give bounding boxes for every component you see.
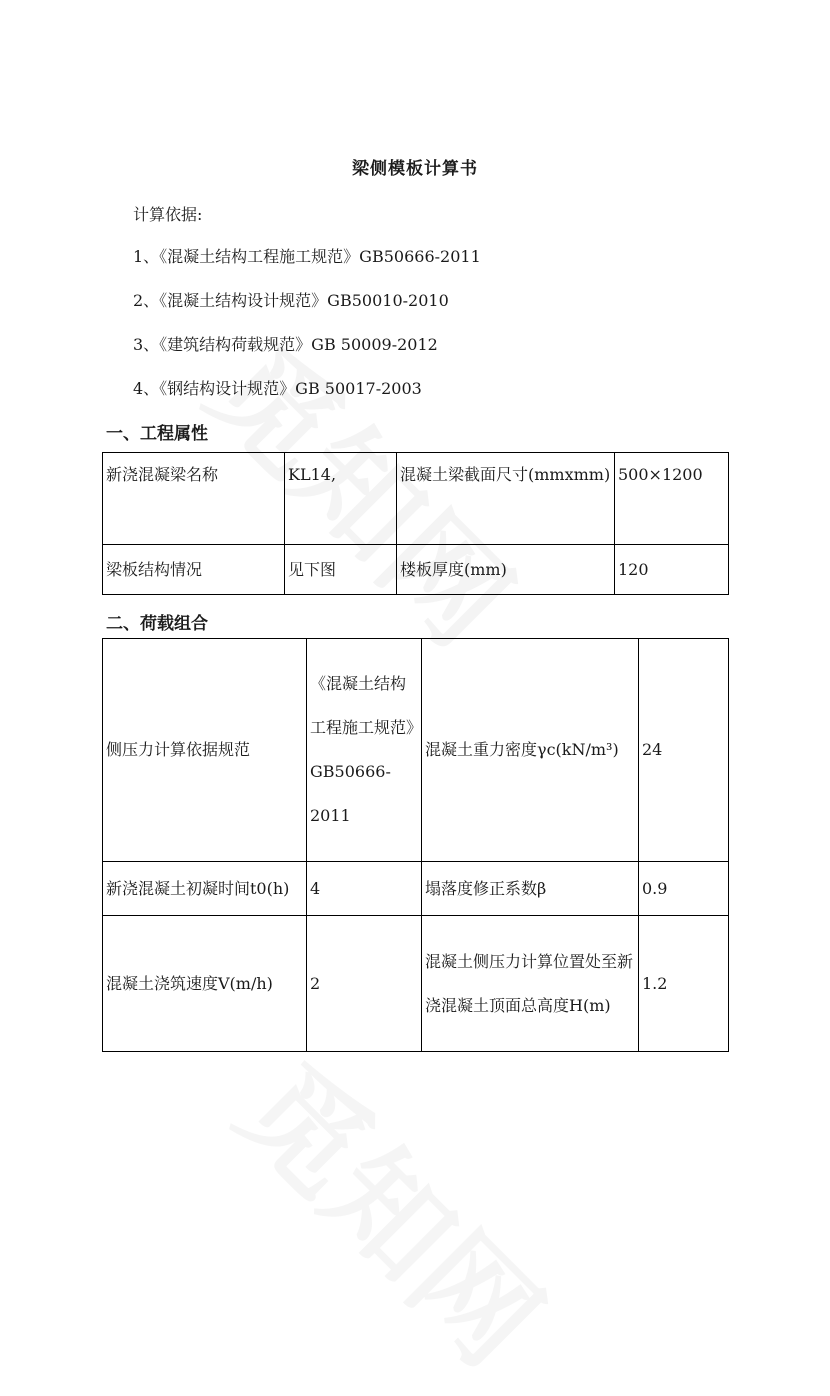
basis-item: 2、《混凝土结构设计规范》GB50010-2010 bbox=[133, 291, 449, 310]
table-cell: 混凝土浇筑速度V(m/h) bbox=[103, 916, 307, 1052]
table-cell: KL14, bbox=[285, 453, 397, 545]
table-row bbox=[103, 862, 729, 916]
table-cell: 新浇混凝土初凝时间t0(h) bbox=[103, 862, 307, 916]
project-attributes-table bbox=[102, 452, 729, 595]
document-title: 梁侧模板计算书 bbox=[352, 159, 478, 179]
table-cell: 侧压力计算依据规范 bbox=[103, 639, 307, 862]
table-cell: 《混凝土结构工程施工规范》GB50666-2011 bbox=[307, 639, 422, 862]
table-cell: 24 bbox=[639, 639, 729, 862]
table-row bbox=[103, 545, 729, 595]
basis-label: 计算依据: bbox=[133, 205, 203, 224]
table-cell: 120 bbox=[615, 545, 729, 595]
watermark bbox=[208, 1020, 584, 1396]
table-cell: 500×1200 bbox=[615, 453, 729, 545]
table-cell: 塌落度修正系数β bbox=[422, 862, 639, 916]
section-heading-load: 二、荷载组合 bbox=[106, 614, 208, 634]
table-cell: 0.9 bbox=[639, 862, 729, 916]
load-combination-table bbox=[102, 638, 729, 1052]
table-cell: 1.2 bbox=[639, 916, 729, 1052]
section-heading-project: 一、工程属性 bbox=[106, 424, 208, 444]
table-cell: 新浇混凝梁名称 bbox=[103, 453, 285, 545]
table-cell: 楼板厚度(mm) bbox=[397, 545, 615, 595]
table-row bbox=[103, 916, 729, 1052]
table-cell: 4 bbox=[307, 862, 422, 916]
table-row bbox=[103, 639, 729, 862]
table-cell: 见下图 bbox=[285, 545, 397, 595]
table-cell: 混凝土重力密度γc(kN/m³) bbox=[422, 639, 639, 862]
basis-item: 4、《钢结构设计规范》GB 50017-2003 bbox=[133, 379, 422, 398]
table-cell: 混凝土梁截面尺寸(mmxmm) bbox=[397, 453, 615, 545]
table-row bbox=[103, 453, 729, 545]
table-cell: 2 bbox=[307, 916, 422, 1052]
basis-item: 1、《混凝土结构工程施工规范》GB50666-2011 bbox=[133, 247, 481, 266]
basis-item: 3、《建筑结构荷载规范》GB 50009-2012 bbox=[133, 335, 438, 354]
table-cell: 混凝土侧压力计算位置处至新浇混凝土顶面总高度H(m) bbox=[422, 916, 639, 1052]
table-cell: 梁板结构情况 bbox=[103, 545, 285, 595]
